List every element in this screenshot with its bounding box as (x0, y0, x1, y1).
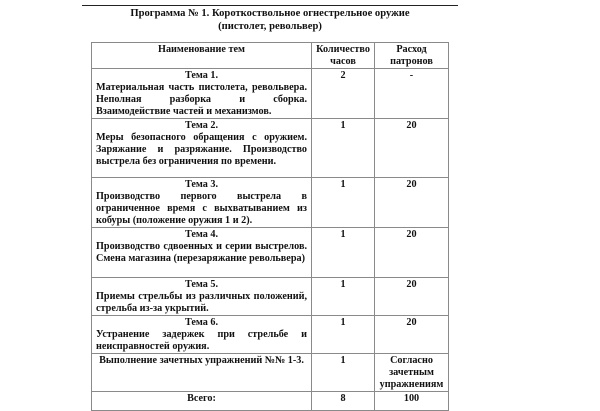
topic-title: Тема 4. (184, 229, 219, 240)
topic-description: Устранение задержек при стрельбе и неисправностей оружия. (96, 329, 307, 352)
exercises-hours: 1 (312, 354, 375, 392)
title-line-1: Программа № 1. Короткоствольное огнестрельное оружие (130, 8, 410, 19)
topic-cell (92, 278, 312, 316)
topic-title: Тема 5. (184, 279, 219, 290)
topic-cell (92, 316, 312, 354)
topic-description: Приемы стрельбы из различных положений, стрельба из-за укрытий. (96, 291, 307, 314)
topic-description: Материальная часть пистолета, револьвера. Неполная разборка и сборка. Взаимодействие частей и механизмов. (96, 82, 307, 117)
header-hours: Количество часов (312, 43, 375, 69)
hours-cell: 1 (312, 316, 375, 354)
rounds-cell: 20 (375, 278, 449, 316)
rounds-cell: 20 (375, 178, 449, 228)
exercises-label: Выполнение зачетных упражнений №№ 1-3. (92, 354, 312, 392)
hours-cell: 1 (312, 278, 375, 316)
topic-title: Тема 1. (184, 70, 219, 81)
rounds-cell: 20 (375, 119, 449, 178)
topic-title: Тема 2. (184, 120, 219, 131)
exercises-row (92, 354, 449, 392)
hours-cell: 2 (312, 69, 375, 119)
table-row (92, 119, 449, 178)
header-rounds: Расход патронов (375, 43, 449, 69)
exercises-rounds: Согласно зачетным упражнениям (375, 354, 449, 392)
total-hours: 8 (312, 392, 375, 411)
hours-cell: 1 (312, 228, 375, 278)
topic-description: Производство сдвоенных и серии выстрелов. Смена магазина (перезаряжание револьвера) (96, 241, 307, 264)
rounds-cell: 20 (375, 316, 449, 354)
table-row (92, 228, 449, 278)
topic-title: Тема 3. (184, 179, 219, 190)
program-table (91, 42, 449, 411)
total-rounds: 100 (375, 392, 449, 411)
topic-cell (92, 228, 312, 278)
topic-cell (92, 69, 312, 119)
document-title (82, 8, 458, 33)
table-row (92, 178, 449, 228)
title-line-2: (пистолет, револьвер) (218, 20, 322, 32)
header-topics: Наименование тем (92, 43, 312, 69)
table-header-row (92, 43, 449, 69)
topic-cell (92, 178, 312, 228)
table-row (92, 278, 449, 316)
rounds-cell: 20 (375, 228, 449, 278)
topic-description: Производство первого выстрела в ограниченное время с выхватыванием из кобуры (положение оружия 1 и 2). (96, 191, 307, 226)
topic-cell (92, 119, 312, 178)
total-label: Всего: (92, 392, 312, 411)
top-rule (82, 5, 458, 6)
topic-title: Тема 6. (184, 317, 219, 328)
rounds-cell: - (375, 69, 449, 119)
hours-cell: 1 (312, 119, 375, 178)
table-row (92, 316, 449, 354)
topic-description: Меры безопасного обращения с оружием. Заряжание и разряжание. Производство выстрела без ограничения по времени. (96, 132, 307, 167)
hours-cell: 1 (312, 178, 375, 228)
table-row (92, 69, 449, 119)
